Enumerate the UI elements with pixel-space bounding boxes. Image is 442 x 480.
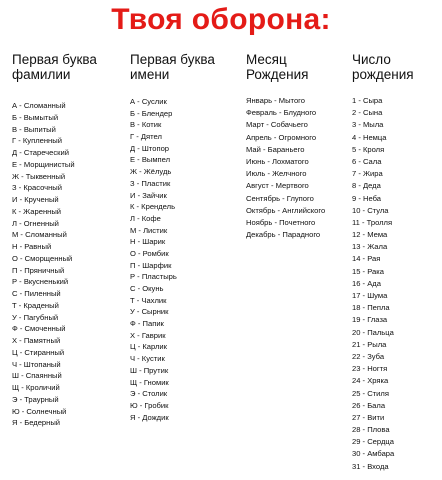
name-list-item: З - Пластик: [130, 178, 171, 188]
surname-list-item: Б - Вымытый: [12, 112, 59, 122]
surname-list-item: Ц - Стиранный: [12, 347, 65, 357]
surname-list-item: Ю - Солнечный: [12, 406, 67, 416]
name-list: [130, 96, 242, 423]
month-list-item: Июнь - Лохматого: [246, 156, 309, 166]
day-list-item: 16 - Ада: [352, 278, 381, 288]
surname-list-item: Р - Вкусненький: [12, 277, 69, 287]
surname-list-item: Х - Памятный: [12, 336, 61, 345]
surname-list-item: Ш - Спаянный: [12, 371, 62, 381]
name-list-item: П - Шарфик: [130, 260, 172, 270]
day-list-item: 26 - Бала: [352, 400, 386, 410]
surname-header-line1: Первая буква: [12, 52, 97, 67]
surname-list-item: У - Пагубный: [12, 312, 59, 322]
day-list-item: 15 - Рака: [352, 266, 384, 276]
name-list-item: Т - Чахлик: [130, 295, 167, 305]
month-list-item: Февраль - Блудного: [246, 108, 317, 118]
name-list-item: К - Крендель: [130, 202, 176, 212]
surname-list-item: Т - Краденый: [12, 300, 59, 310]
day-list: [352, 95, 440, 473]
day-list-item: 27 - Вити: [352, 412, 385, 422]
day-list-item: 30 - Амбара: [352, 449, 395, 459]
day-list-item: 25 - Стиля: [352, 388, 389, 398]
name-list-item: Е - Вымпел: [130, 155, 171, 165]
month-list-item: Октябрь - Английского: [246, 205, 326, 215]
day-list-item: 8 - Деда: [352, 181, 381, 191]
month-list-item: Май - Бараньего: [246, 144, 305, 154]
day-list-item: 9 - Неба: [352, 193, 381, 203]
surname-list-item: М - Сломанный: [12, 230, 67, 240]
day-list-item: 12 - Мема: [352, 230, 388, 240]
surname-list-item: О - Сморщенный: [12, 253, 73, 263]
birth-day-column: [352, 52, 440, 473]
surname-letter-column: [12, 52, 124, 429]
surname-list-item: С - Пиленный: [12, 289, 61, 298]
name-list-item: Ш - Прутик: [130, 365, 169, 375]
name-header-line2: имени: [130, 67, 170, 82]
month-column-header: [246, 52, 346, 84]
month-list-item: Ноябрь - Почетного: [246, 217, 316, 227]
name-letter-column: [130, 52, 242, 423]
name-list-item: Д - Штопор: [130, 143, 170, 153]
day-list-item: 6 - Сала: [352, 156, 382, 166]
surname-list-item: Щ - Кроличий: [12, 383, 60, 392]
name-list-item: Х - Гаврик: [130, 330, 166, 340]
month-list: [246, 95, 346, 241]
surname-list-item: Ф - Смоченный: [12, 324, 66, 334]
month-header-line2: Рождения: [246, 67, 309, 82]
day-list-item: 17 - Шума: [352, 291, 388, 300]
day-list-item: 5 - Кроля: [352, 144, 385, 154]
surname-list-item: Н - Равный: [12, 242, 52, 251]
surname-list-item: В - Выпитый: [12, 124, 56, 134]
day-list-item: 7 - Жира: [352, 169, 383, 179]
month-list-item: Июль - Желчного: [246, 169, 307, 179]
day-list-item: 21 - Рыла: [352, 339, 387, 349]
day-list-item: 13 - Жала: [352, 242, 388, 252]
name-list-item: Ф - Папик: [130, 319, 164, 329]
surname-header-line2: фамилии: [12, 67, 71, 82]
name-list-item: Б - Блендер: [130, 108, 173, 118]
name-list-item: Н - Шарик: [130, 237, 166, 247]
name-column-header: [130, 52, 242, 84]
day-list-item: 11 - Тролля: [352, 217, 393, 227]
birth-month-column: [246, 52, 346, 241]
surname-column-header: [12, 52, 124, 84]
surname-list-item: Г - Купленный: [12, 136, 62, 146]
name-list-item: О - Ромбик: [130, 248, 169, 258]
surname-list: [12, 100, 124, 429]
name-list-item: И - Зайчик: [130, 190, 167, 200]
name-list-item: Ю - Гробик: [130, 400, 169, 410]
surname-list-item: Ж - Тыквенный: [12, 171, 66, 181]
surname-list-item: К - Жаренный: [12, 206, 62, 216]
name-list-item: Я - Дождик: [130, 412, 169, 422]
surname-list-item: И - Крученый: [12, 195, 59, 204]
name-list-item: Г - Дятел: [130, 132, 162, 142]
name-list-item: Э - Столик: [130, 389, 168, 399]
month-list-item: Сентябрь - Глупого: [246, 193, 314, 203]
month-header-line1: Месяц: [246, 52, 287, 67]
surname-list-item: Л - Огненный: [12, 218, 59, 228]
name-list-item: Л - Кофе: [130, 213, 161, 223]
name-list-item: Ч - Кустик: [130, 354, 165, 364]
day-list-item: 14 - Рая: [352, 254, 381, 264]
surname-list-item: Ч - Штопаный: [12, 359, 61, 369]
day-list-item: 4 - Немца: [352, 132, 387, 142]
day-list-item: 10 - Стула: [352, 205, 389, 215]
name-list-item: А - Суслик: [130, 97, 167, 106]
name-list-item: В - Котик: [130, 120, 162, 130]
day-column-header: [352, 52, 440, 84]
day-list-item: 22 - Зуба: [352, 351, 385, 361]
day-list-item: 18 - Пепла: [352, 303, 390, 313]
surname-list-item: А - Сломанный: [12, 101, 66, 110]
day-list-item: 31 - Входа: [352, 461, 389, 471]
day-header-line1: Число: [352, 52, 391, 67]
name-list-item: Ж - Жёлудь: [130, 167, 172, 177]
name-list-item: Ц - Карлик: [130, 342, 167, 352]
surname-list-item: Е - Морщинистый: [12, 159, 75, 169]
day-list-item: 20 - Пальца: [352, 327, 394, 337]
page-title: Твоя оборона:: [111, 3, 331, 36]
surname-list-item: Э - Траурный: [12, 394, 59, 404]
month-list-item: Декабрь - Парадного: [246, 230, 321, 240]
name-list-item: М - Листик: [130, 225, 168, 235]
day-list-item: 24 - Хряка: [352, 376, 389, 386]
month-list-item: Апрель - Огромного: [246, 132, 317, 142]
day-list-item: 3 - Мыла: [352, 120, 384, 130]
name-header-line1: Первая буква: [130, 52, 215, 67]
surname-list-item: Д - Стареческий: [12, 148, 69, 157]
surname-list-item: З - Красочный: [12, 183, 62, 193]
month-list-item: Март - Собачьего: [246, 120, 308, 130]
day-list-item: 2 - Сына: [352, 108, 383, 118]
surname-list-item: П - Пряничный: [12, 265, 65, 275]
day-list-item: 19 - Глаза: [352, 315, 388, 325]
name-list-item: У - Сырник: [130, 307, 169, 317]
day-list-item: 23 - Ногтя: [352, 364, 388, 374]
day-list-item: 28 - Плова: [352, 425, 390, 435]
day-list-item: 1 - Сыра: [352, 96, 383, 105]
surname-list-item: Я - Бедерный: [12, 418, 61, 428]
name-list-item: Р - Пластырь: [130, 272, 177, 282]
day-list-item: 29 - Сердца: [352, 437, 394, 447]
month-list-item: Август - Мертвого: [246, 181, 309, 191]
month-list-item: Январь - Мытого: [246, 96, 306, 105]
name-list-item: Щ - Гномик: [130, 377, 169, 387]
day-header-line2: рождения: [352, 67, 414, 82]
name-list-item: С - Окунь: [130, 284, 164, 293]
